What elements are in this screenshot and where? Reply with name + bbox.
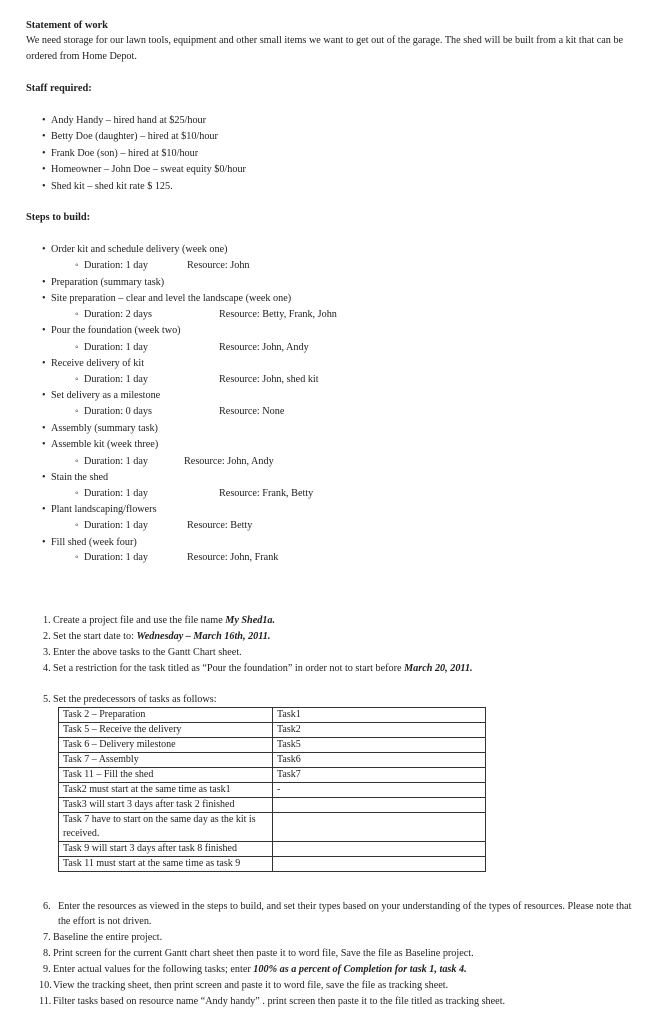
step-resource: Resource: John, Andy (184, 456, 274, 467)
instruction-number: 3. (43, 647, 51, 658)
instruction-8: Print screen for the current Gantt chart sheet then paste it to word file, Save the file as Baseline project. (53, 948, 474, 959)
staff-item: • Andy Handy – hired hand at $25/hour (51, 115, 206, 128)
table-cell: Task 5 – Receive the delivery (59, 723, 273, 738)
table-cell: Task 7 have to start on the same day as the kit is received. (59, 813, 273, 842)
table-cell: Task5 (273, 738, 486, 753)
step-resource: Resource: John, Frank (187, 552, 279, 563)
table-cell (273, 842, 486, 857)
statement-heading: Statement of work (26, 20, 108, 31)
instruction-number: 9. (43, 964, 51, 975)
step-task: • Assemble kit (week three) (51, 439, 158, 452)
instruction-number: 6. (43, 901, 51, 912)
table-cell: Task2 (273, 723, 486, 738)
table-row (59, 723, 486, 738)
instruction-3: Enter the above tasks to the Gantt Chart sheet. (53, 647, 242, 658)
instruction-2 (53, 631, 270, 644)
table-row (59, 738, 486, 753)
step-resource: Resource: None (219, 406, 285, 417)
steps-heading: Steps to build: (26, 212, 91, 223)
table-cell (273, 813, 486, 842)
table-row (59, 798, 486, 813)
table-cell (273, 857, 486, 872)
step-task: • Order kit and schedule delivery (week one) (51, 244, 228, 257)
instruction-number: 8. (43, 948, 51, 959)
table-row (59, 753, 486, 768)
instruction-number: 10. (39, 980, 52, 991)
table-row (59, 783, 486, 798)
step-task: • Assembly (summary task) (51, 423, 158, 436)
table-cell: Task 11 must start at the same time as task 9 (59, 857, 273, 872)
instruction-4 (53, 663, 473, 676)
table-cell: Task 6 – Delivery milestone (59, 738, 273, 753)
statement-line-2: ordered from Home Depot. (26, 51, 137, 62)
table-cell (273, 798, 486, 813)
instruction-text: Enter actual values for the following tasks; enter (53, 964, 254, 975)
table-cell: Task 11 – Fill the shed (59, 768, 273, 783)
predecessors-table (58, 707, 486, 872)
step-duration: ◦ Duration: 2 days (84, 309, 152, 322)
table-cell: Task 9 will start 3 days after task 8 finished (59, 842, 273, 857)
staff-item: • Homeowner – John Doe – sweat equity $0/hour (51, 164, 246, 177)
table-row (59, 813, 486, 842)
instruction-emphasis: 100% as a percent of Completion for task 1, task 4. (253, 964, 467, 975)
step-duration: ◦ Duration: 1 day (84, 552, 148, 565)
staff-item: • Shed kit – shed kit rate $ 125. (51, 181, 173, 194)
step-task: • Site preparation – clear and level the landscape (week one) (51, 293, 291, 306)
instruction-number: 4. (43, 663, 51, 674)
step-task: • Preparation (summary task) (51, 277, 164, 290)
step-task: • Set delivery as a milestone (51, 390, 160, 403)
step-resource: Resource: John, shed kit (219, 374, 319, 385)
table-cell: Task6 (273, 753, 486, 768)
step-duration: ◦ Duration: 1 day (84, 374, 148, 387)
instruction-5: Set the predecessors of tasks as follows: (53, 694, 217, 705)
table-cell: Task3 will start 3 days after task 2 finished (59, 798, 273, 813)
instruction-number: 1. (43, 615, 51, 626)
step-task: • Plant landscaping/flowers (51, 504, 157, 517)
staff-item: • Frank Doe (son) – hired at $10/hour (51, 148, 198, 161)
instruction-7: Baseline the entire project. (53, 932, 163, 943)
staff-item: • Betty Doe (daughter) – hired at $10/hour (51, 131, 218, 144)
step-duration: ◦ Duration: 1 day (84, 456, 148, 469)
step-resource: Resource: John (187, 260, 250, 271)
table-row (59, 768, 486, 783)
instruction-emphasis: My Shed1a. (225, 615, 276, 626)
instruction-text: Set a restriction for the task titled as “Pour the foundation” in order not to start before (53, 663, 405, 674)
step-duration: ◦ Duration: 1 day (84, 488, 148, 501)
step-resource: Resource: Betty (187, 520, 253, 531)
step-task: • Stain the shed (51, 472, 108, 485)
instruction-emphasis: Wednesday – March 16th, 2011. (136, 631, 271, 642)
table-cell: Task2 must start at the same time as task1 (59, 783, 273, 798)
staff-heading: Staff required: (26, 83, 92, 94)
step-task: • Pour the foundation (week two) (51, 325, 181, 338)
table-cell: - (273, 783, 486, 798)
table-cell: Task7 (273, 768, 486, 783)
instruction-10: View the tracking sheet, then print screen and paste it to word file, save the file as tracking sheet. (53, 980, 449, 991)
instruction-6-line-2: the effort is not driven. (58, 916, 152, 927)
instruction-text: Create a project file and use the file name (53, 615, 226, 626)
step-task: • Receive delivery of kit (51, 358, 144, 371)
instruction-9 (53, 964, 467, 977)
step-duration: ◦ Duration: 1 day (84, 520, 148, 533)
step-resource: Resource: Frank, Betty (219, 488, 314, 499)
step-duration: ◦ Duration: 0 days (84, 406, 152, 419)
step-resource: Resource: John, Andy (219, 342, 309, 353)
instruction-1 (53, 615, 275, 628)
instruction-number: 7. (43, 932, 51, 943)
instruction-number: 2. (43, 631, 51, 642)
table-row (59, 842, 486, 857)
table-cell: Task1 (273, 708, 486, 723)
instruction-number: 5. (43, 694, 51, 705)
instruction-text: Set the start date to: (53, 631, 137, 642)
instruction-number: 11. (39, 996, 52, 1007)
table-cell: Task 2 – Preparation (59, 708, 273, 723)
step-duration: ◦ Duration: 1 day (84, 342, 148, 355)
statement-line-1: We need storage for our lawn tools, equipment and other small items we want to get out of the garage. The shed will be built from a kit that can be (26, 35, 624, 46)
step-resource: Resource: Betty, Frank, John (219, 309, 337, 320)
step-task: • Fill shed (week four) (51, 537, 137, 550)
instruction-emphasis: March 20, 2011. (404, 663, 473, 674)
table-row (59, 708, 486, 723)
instruction-6-line-1: Enter the resources as viewed in the steps to build, and set their types based on your understanding of the types of resources. Please note that (58, 901, 632, 912)
instruction-11: Filter tasks based on resource name “Andy handy” . print screen then paste it to the file titled as tracking sheet. (53, 996, 506, 1007)
table-row (59, 857, 486, 872)
step-duration: ◦ Duration: 1 day (84, 260, 148, 273)
table-cell: Task 7 – Assembly (59, 753, 273, 768)
